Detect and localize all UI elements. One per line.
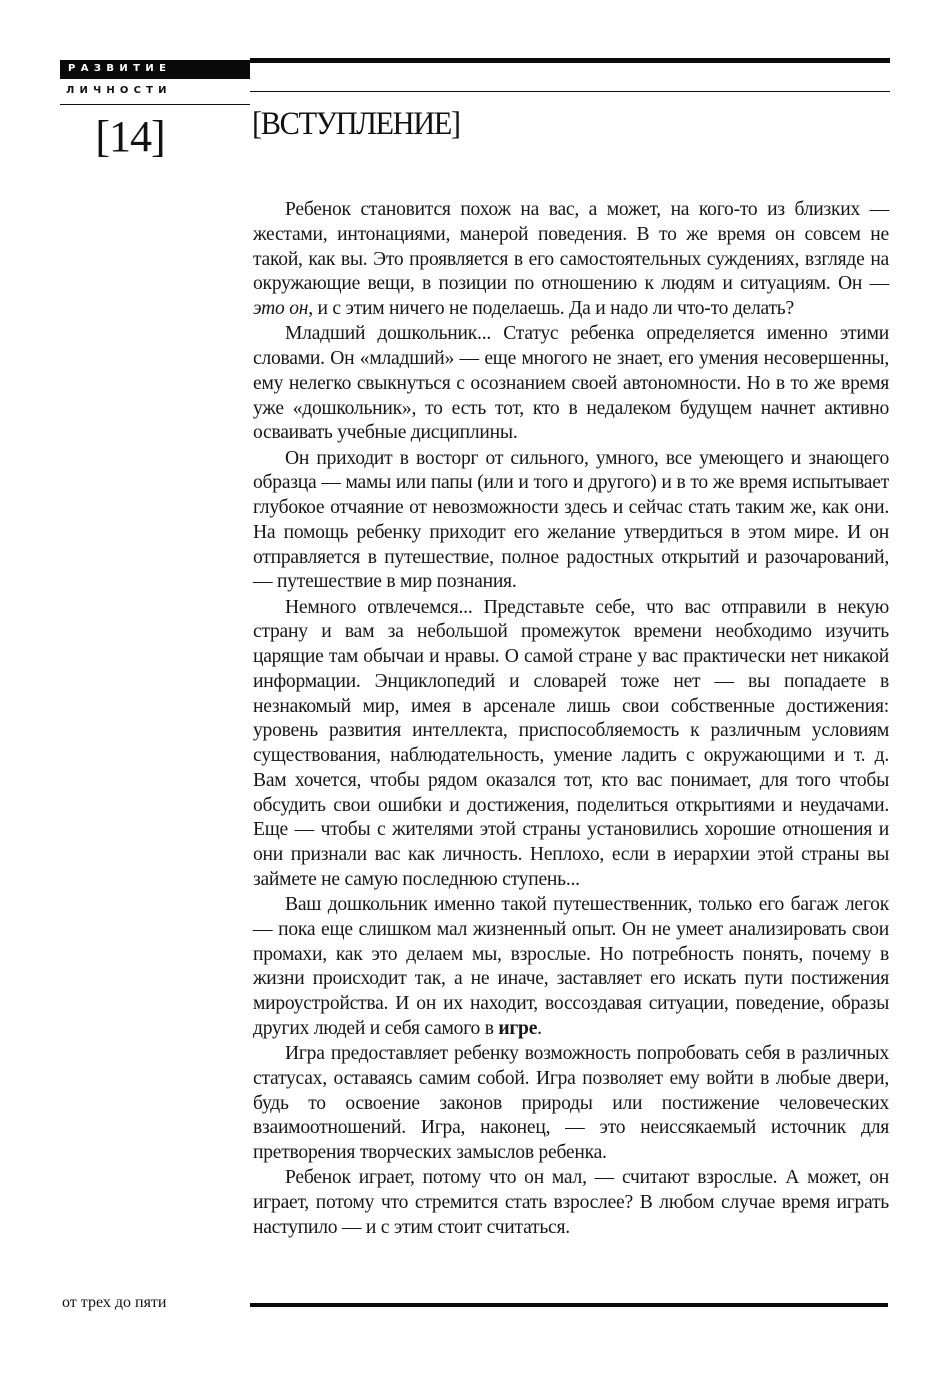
paragraph-6: Игра предоставляет ребенку возможность попробовать себя в различных статусах, оставаясь самим собой. Игра позволяет ему войти в любые двери, будь то освоение законов природы или постижение человеческих взаимоотношений. Игра, наконец, — это неиссякаемый источник для претворения творческих замыслов ребенка. xyxy=(253,1043,889,1163)
paragraph-4: Немного отвлечемся... Представьте себе, что вас отправили в некую страну и вам за небольшой промежуток времени необходимо изучить царящие там обычаи и нравы. О самой стране у вас практически нет никакой информации. Энциклопедий и словарей тоже нет — вы попадаете в незнакомый мир, имея в арсенале лишь свои собственные достижения: уровень развития интеллекта, приспособляемость к различным условиям существования, наблюдательность, умение ладить с окружающими и т. д. Вам хочется, чтобы рядом оказался тот, кто вас понимает, для того чтобы обсудить свои ошибки и достижения, поделиться открытиями и неудачами. Еще — чтобы с жителями этой страны установились хорошие отношения и они признали вас как личность. Неплохо, если в иерархии этой страны вы займете не самую последнюю ступень... xyxy=(253,596,889,890)
paragraph-1: Ребенок становится похож на вас, а может, на кого-то из близких — жестами, интонациями, манерой поведения. В то же время он совсем не такой, как вы. Это проявляется в его самостоятельных суждениях, взгляде на окружающие вещи, в позиции по отношению к людям и ситуациям. Он — это он, и с этим ничего не поделаешь. Да и надо ли что-то делать? xyxy=(253,199,889,319)
footer-rule xyxy=(250,1303,888,1307)
section-label-line1: РАЗВИТИЕ xyxy=(68,63,172,74)
header-rule-thin xyxy=(250,91,890,92)
sidebar-divider xyxy=(60,104,250,105)
body-text xyxy=(253,198,889,1241)
header-rule-thick xyxy=(250,58,890,63)
running-footer: от трех до пяти xyxy=(62,1294,167,1311)
bold-term: игре xyxy=(498,1017,538,1039)
page-number: [14] xyxy=(95,112,165,161)
section-label-bar xyxy=(60,60,250,79)
paragraph-7: Ребенок играет, потому что он мал, — считают взрослые. А может, он играет, потому что стремится стать взрослее? В любом случае время играть наступило — и с этим стоит считаться. xyxy=(253,1167,889,1238)
paragraph-3: Он приходит в восторг от сильного, умного, все умеющего и знающего образца — мамы или папы (или и того и другого) и в то же время испытывает глубокое отчаяние от невозможности здесь и сейчас стать таким же, как они. На помощь ребенку приходит его желание утвердиться в этом мире. И он отправляется в путешествие, полное радостных открытий и разочарований, — путешествие в мир познания. xyxy=(253,447,889,593)
section-label-line2: ЛИЧНОСТИ xyxy=(66,85,172,96)
chapter-title: [ВСТУПЛЕНИЕ] xyxy=(252,106,460,142)
paragraph-5: Ваш дошкольник именно такой путешественник, только его багаж легок — пока еще слишком мал жизненный опыт. Он не умеет анализировать свои промахи, как это делаем мы, взрослые. Но потребность понять, почему в жизни происходит так, а не иначе, заставляет его искать пути постижения мироустройства. И он их находит, воссоздавая ситуации, поведение, образы других людей и себя самого в игре. xyxy=(253,894,889,1039)
paragraph-2: Младший дошкольник... Статус ребенка определяется именно этими словами. Он «младший» — еще многого не знает, его умения несовершенны, ему нелегко свыкнуться с осознанием своей автономности. Но в то же время уже «дошкольник», то есть тот, кто в недалеком будущем начнет активно осваивать учебные дисциплины. xyxy=(253,323,889,444)
emphasis-text: это он xyxy=(253,298,309,319)
